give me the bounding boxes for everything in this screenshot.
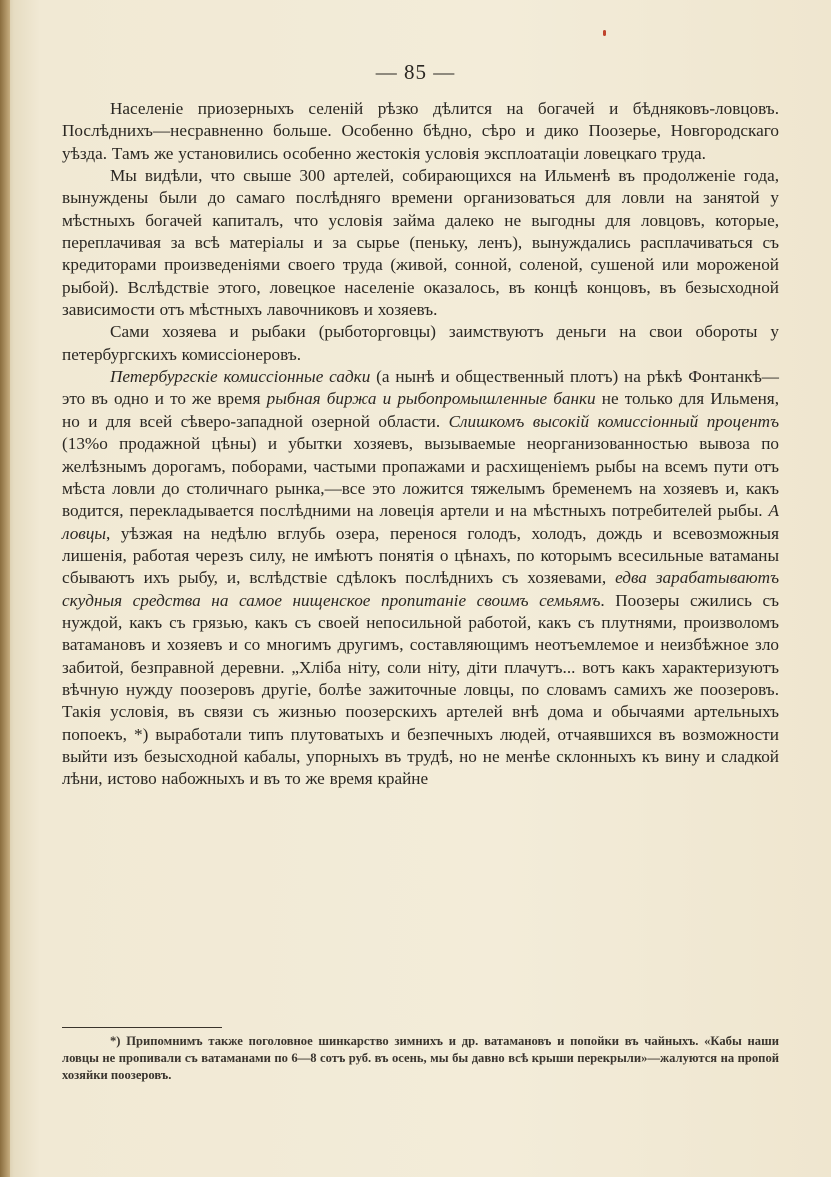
italic-text: едва зарабатываютъ скудныя средства на самое нищенское пропитаніе своимъ семьямъ [62, 568, 779, 610]
italic-text: А ловцы [62, 501, 779, 543]
page-number: — 85 — [375, 60, 456, 84]
paragraph [62, 321, 779, 366]
text-run: , уѣзжая на недѣлю вглубь озера, перенося голодъ, холодъ, дождь и всевозможныя лишенія, работая черезъ силу, не имѣютъ понятія о цѣнахъ, по которымъ всесильные ватаманы сбываютъ ихъ рыбу, и, вслѣдствіе сдѣлокъ послѣднихъ съ хозяевами, [62, 523, 779, 588]
paragraph [62, 165, 779, 321]
paragraph [62, 98, 779, 165]
paragraph [62, 366, 779, 791]
footnote-divider [62, 1027, 222, 1028]
italic-text: рыбная биржа и рыбопромышленные банки [266, 389, 596, 409]
ink-speck [603, 30, 606, 36]
book-spine [0, 0, 10, 1177]
text-run: Сами хозяева и рыбаки (рыботорговцы) заимствуютъ деньги на свои обороты у петербургскихъ комиссіонеровъ. [62, 322, 779, 364]
text-run: (13%o продажной цѣны) и убытки хозяевъ, вызываемые неорганизованностью вывоза по желѣзнымъ дорогамъ, поборами, частыми пропажами и расхищеніемъ рыбы на всемъ пути отъ мѣста ловли до столичнаго рынка,—все это ложится тяжелымъ бременемъ на хозяевъ и, какъ водится, перекладывается послѣдними на ловеція артели и на мѣстныхъ потребителей рыбы. [62, 434, 779, 521]
italic-text: Слишкомъ высокій комиссіонный процентъ [448, 411, 780, 431]
text-run: не только для Ильменя, но и для всей сѣверо-западной озерной области. [62, 389, 779, 431]
text-run: Мы видѣли, что свыше 300 артелей, собирающихся на Ильменѣ въ продолженіе года, вынуждены были до самаго послѣдняго времени организоваться для ловли на занятой у мѣстныхъ богачей капиталъ, что условія займа далеко не выгодны для ловцовъ, которые, переплачивая за всѣ матеріалы и за сырье (пеньку, ленъ), вынуждались расплачиваться съ кредиторами произведеніями своего труда (живой, сонной, соленой, сушеной или мороженой рыбой). Вслѣдствіе этого, ловецкое населеніе оказалось, въ концѣ концовъ, въ безысходной зависимости отъ мѣстныхъ лавочниковъ и хозяевъ. [62, 166, 779, 320]
text-run: . Поозеры сжились съ нуждой, какъ съ грязью, какъ съ своей непосильной работой, какъ съ плутнями, произволомъ ватамановъ и хозяевъ и со многимъ другимъ, составляющимъ неотъемлемое и неизбѣжное зло забитой, безправной деревни. „Хліба ніту, соли ніту, діти плачутъ... вотъ какъ характеризуютъ вѣчную нужду поозеровъ другіе, болѣе зажиточные ловцы, по словамъ самихъ же поозеровъ. Такія условія, въ связи съ жизнью поозерскихъ артелей внѣ дома и обычаями артельныхъ попоекъ, *) выработали типъ плутоватыхъ и безпечныхъ людей, отчаявшихся въ возможности выйти изъ безысходной кабалы, упорныхъ въ трудѣ, но не менѣе склонныхъ къ вину и сладкой лѣни, истово набожныхъ и въ то же время крайне [62, 590, 779, 789]
text-run: Населеніе приозерныхъ селеній рѣзко дѣлится на богачей и бѣдняковъ-ловцовъ. Послѣднихъ—несравненно больше. Особенно бѣдно, сѣро и дико Поозерье, Новгородскаго уѣзда. Тамъ же установились особенно жестокія условія эксплоатаціи ловецкаго труда. [62, 99, 779, 163]
italic-text: Петербургскіе комиссіонные садки [110, 367, 371, 387]
main-text [62, 98, 779, 791]
text-run: (а нынѣ и общественный плотъ) на рѣкѣ Фонтанкѣ—это въ одно и то же время [62, 367, 779, 409]
footnote: *) Припомнимъ также поголовное шинкарство зимнихъ и др. ватамановъ и попойки въ чайныхъ. «Кабы наши ловцы не пропивали съ ватаманами по 6—8 сотъ руб. въ осень, мы бы давно всѣ крыши перекрыли»—жалуются на пропой хозяйки поозеровъ. [62, 1034, 779, 1082]
